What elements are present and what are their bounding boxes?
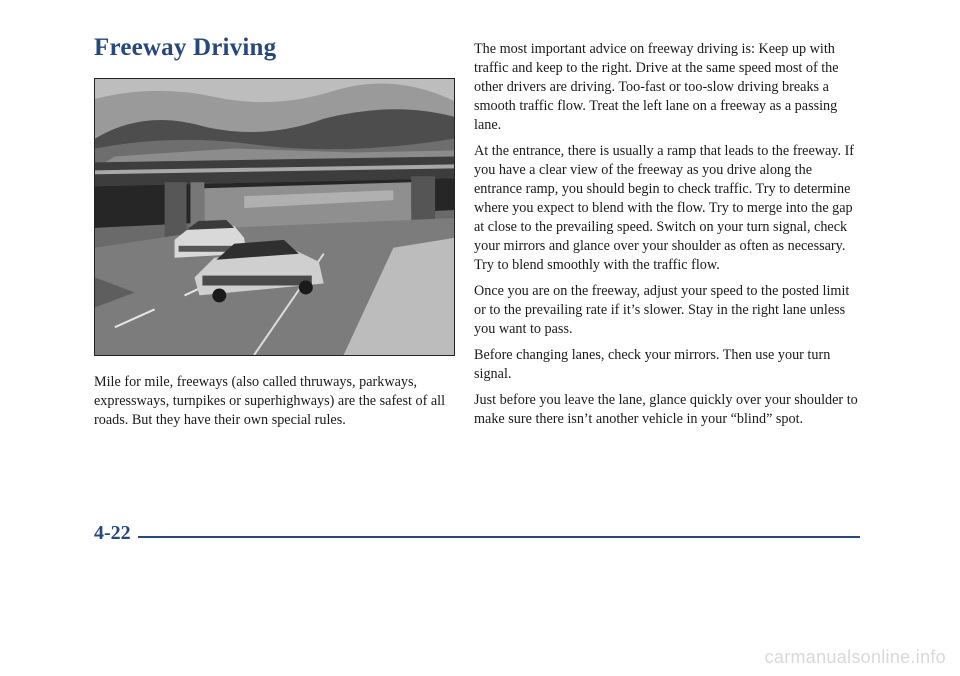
paragraph-blind-spot: Just before you leave the lane, glance quickly over your shoulder to make sure there isn’t another vehicle in your “blind” spot. [474,392,858,427]
intro-paragraph: Mile for mile, freeways (also called thruways, parkways, expressways, turnpikes or superhighways) are the safest of all roads. But they have their own special rules. [94,374,446,428]
page-number: 4-22 [94,522,131,544]
paragraph-freeway-advice: The most important advice on freeway driving is: Keep up with traffic and keep to the right. Drive at the same speed most of the other drivers are driving. Too-fast or too-slow driving breaks a smooth traffic flow. Treat the left lane on a freeway as a passing lane. [474,41,839,133]
freeway-illustration [94,78,455,356]
section-title: Freeway Driving [94,34,277,61]
paragraph-adjust-speed: Once you are on the freeway, adjust your speed to the posted limit or to the prevailing rate if it’s slower. Stay in the right lane unless you want to pass. [474,283,850,337]
footer-rule [138,536,860,538]
left-column [94,373,464,437]
paragraph-entrance-ramp: At the entrance, there is usually a ramp that leads to the freeway. If you have a clear view of the freeway as you drive along the entrance ramp, you should begin to check traffic. Try to determine where you expect to blend with the flow. Try to merge into the gap at close to the prevailing speed. Switch on your turn signal, check your mirrors and glance over your shoulder as often as necessary. Try to blend smoothly with the traffic flow. [474,143,855,273]
watermark-text: carmanualsonline.info [764,647,946,667]
paragraph-changing-lanes: Before changing lanes, check your mirrors. Then use your turn signal. [474,347,831,382]
right-column [474,40,862,436]
freeway-drawing [95,79,454,355]
